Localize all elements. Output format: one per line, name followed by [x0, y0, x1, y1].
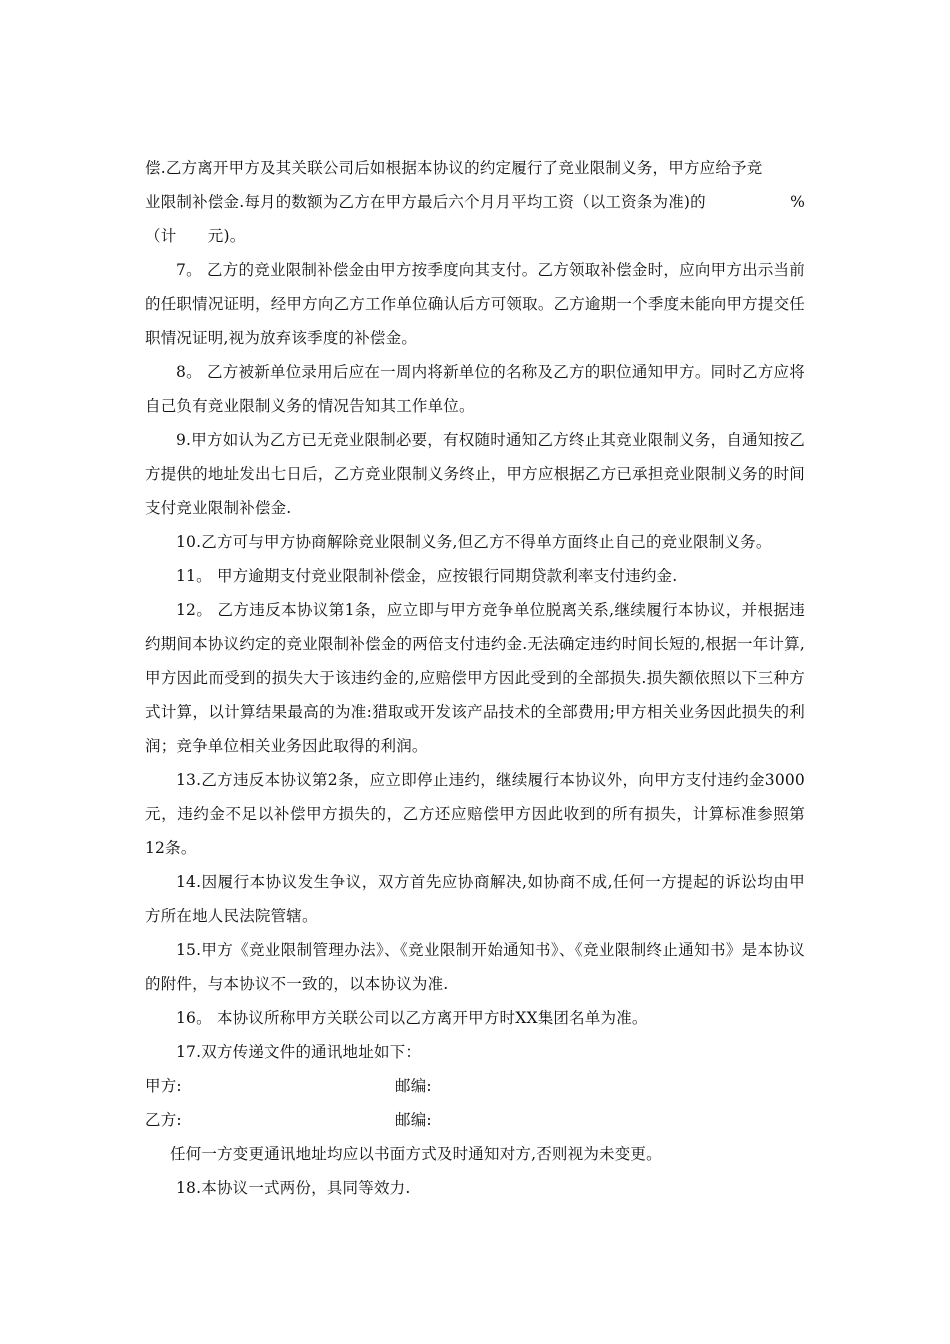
- party-b-label: 乙方:: [145, 1111, 182, 1129]
- clause-14: 14.因履行本协议发生争议，双方首先应协商解决,如协商不成,任何一方提起的诉讼均由甲方所在地人民法院管辖。: [145, 873, 805, 925]
- paragraph-6-line-1: 偿.乙方离开甲方及其关联公司后如根据本协议的约定履行了竞业限制义务，甲方应给予竞: [145, 159, 763, 177]
- party-a-label: 甲方:: [145, 1077, 182, 1095]
- paragraph-6-line-2-text: 业限制补偿金.每月的数额为乙方在甲方最后六个月月平均工资（以工资条为准)的: [145, 193, 706, 211]
- paragraph-6-line-2: [145, 185, 805, 219]
- clause-18: 18.本协议一式两份，具同等效力.: [176, 1179, 411, 1197]
- paragraph-6-continued: [145, 151, 805, 253]
- clause-13: 13.乙方违反本协议第2条，应立即停止违约，继续履行本协议外，向甲方支付违约金3000元，违约金不足以补偿甲方损失的，乙方还应赔偿甲方因此收到的所有损失，计算标准参照第12条。: [145, 771, 805, 857]
- clause-15: 15.甲方《竞业限制管理办法》、《竞业限制开始通知书》、《竞业限制终止通知书》是本协议的附件，与本协议不一致的，以本协议为准.: [145, 941, 805, 993]
- clause-16: 16。 本协议所称甲方关联公司以乙方离开甲方时XX集团名单为准。: [176, 1009, 648, 1027]
- percent-sign: %: [790, 193, 805, 211]
- party-a-address-line: [145, 1069, 805, 1103]
- document-body: [145, 151, 805, 1205]
- clause-9: 9.甲方如认为乙方已无竞业限制必要，有权随时通知乙方终止其竞业限制义务，自通知按乙方提供的地址发出七日后，乙方竞业限制义务终止，甲方应根据乙方已承担竞业限制义务的时间支付竞业限制补偿金.: [145, 431, 805, 517]
- party-b-zip-label: 邮编:: [395, 1111, 432, 1129]
- clause-7: 7。 乙方的竞业限制补偿金由甲方按季度向其支付。乙方领取补偿金时，应向甲方出示当前的任职情况证明，经甲方向乙方工作单位确认后方可领取。乙方逾期一个季度未能向甲方提交任职情况证明,视为放弃该季度的补偿金。: [145, 261, 805, 347]
- clause-8: 8。 乙方被新单位录用后应在一周内将新单位的名称及乙方的职位通知甲方。同时乙方应将自己负有竞业限制义务的情况告知其工作单位。: [145, 363, 805, 415]
- clause-12: 12。 乙方违反本协议第1条，应立即与甲方竞争单位脱离关系,继续履行本协议，并根据违约期间本协议约定的竞业限制补偿金的两倍支付违约金.无法确定违约时间长短的,根据一年计算,甲方因此而受到的损失大于该违约金的,应赔偿甲方因此受到的全部损失.损失额依照以下三种方式计算，以计算结果最高的为准:猎取或开发该产品技术的全部费用;甲方相关业务因此损失的利润；竞争单位相关业务因此取得的利润。: [145, 601, 805, 755]
- clause-11: 11。 甲方逾期支付竞业限制补偿金，应按银行同期贷款利率支付违约金.: [176, 567, 678, 585]
- address-change-notice: 任何一方变更通讯地址均应以书面方式及时通知对方,否则视为未变更。: [170, 1145, 662, 1163]
- clause-10: 10.乙方可与甲方协商解除竞业限制义务,但乙方不得单方面终止自己的竞业限制义务。: [176, 533, 772, 551]
- party-a-zip-label: 邮编:: [395, 1077, 432, 1095]
- clause-17: 17.双方传递文件的通讯地址如下：: [176, 1043, 422, 1061]
- party-b-address-line: [145, 1103, 805, 1137]
- paragraph-6-line-3: （计 元)。: [145, 227, 246, 245]
